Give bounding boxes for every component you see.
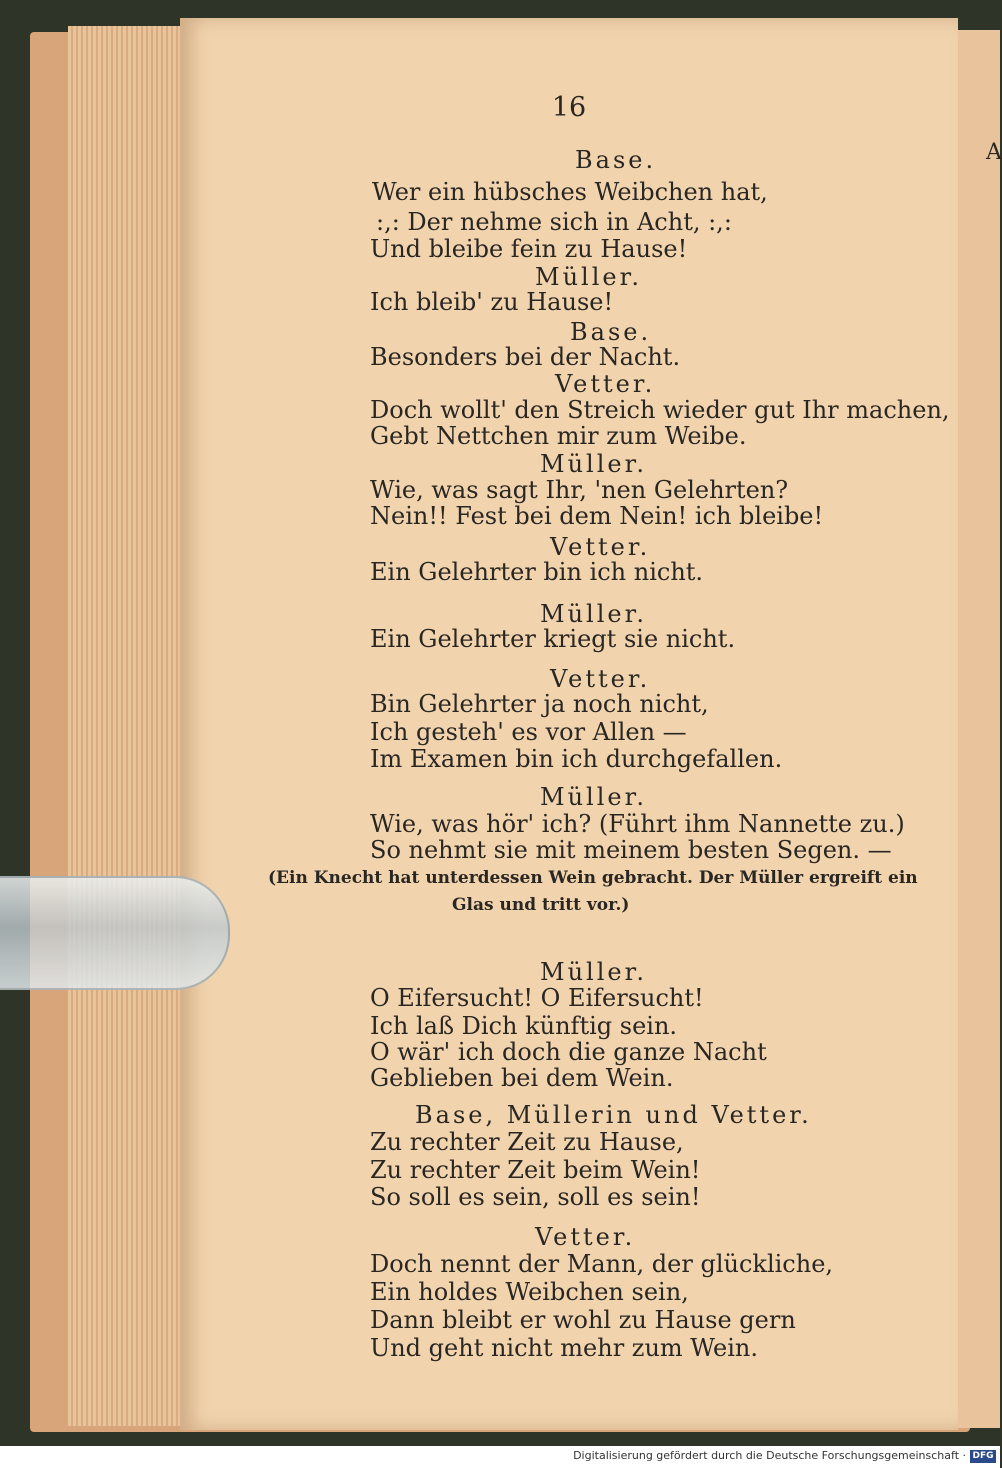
verse-line: Im Examen bin ich durchgefallen. xyxy=(370,745,783,773)
verse-line: Geblieben bei dem Wein. xyxy=(370,1064,674,1092)
verse-line: So nehmt sie mit meinem besten Segen. — xyxy=(370,836,892,864)
speaker-name: Vetter. xyxy=(555,370,656,398)
verse-line: Ich bleib' zu Hause! xyxy=(370,288,614,316)
speaker-name: Vetter. xyxy=(550,533,651,561)
dfg-logo: DFG xyxy=(970,1450,996,1463)
speaker-name: Müller. xyxy=(540,783,648,811)
verse-line: Nein!! Fest bei dem Nein! ich bleibe! xyxy=(370,502,824,530)
verse-line: Zu rechter Zeit zu Hause, xyxy=(370,1128,684,1156)
speaker-name: Müller. xyxy=(540,600,648,628)
verse-line: Und geht nicht mehr zum Wein. xyxy=(370,1334,758,1362)
verse-line: Und bleibe fein zu Hause! xyxy=(370,235,688,263)
verse-line: Gebt Nettchen mir zum Weibe. xyxy=(370,422,747,450)
speaker-name: Base. xyxy=(575,146,657,174)
bookmark-clip xyxy=(0,876,230,990)
page-number: 16 xyxy=(551,92,587,123)
speaker-name: Base, Müllerin und Vetter. xyxy=(415,1101,812,1129)
verse-line: O Eifersucht! O Eifersucht! xyxy=(370,984,704,1012)
verse-line: Doch wollt' den Streich wieder gut Ihr machen, xyxy=(370,396,950,424)
verse-line: Ich gesteh' es vor Allen — xyxy=(370,718,687,746)
speaker-name: Base. xyxy=(570,318,652,346)
stage-direction: Glas und tritt vor.) xyxy=(452,895,630,915)
verse-line: Doch nennt der Mann, der glückliche, xyxy=(370,1250,834,1278)
facing-page-letter: A xyxy=(986,140,1002,165)
verse-line: :,: Der nehme sich in Acht, :,: xyxy=(376,208,732,236)
page-edges xyxy=(68,26,188,1426)
speaker-name: Vetter. xyxy=(535,1223,636,1251)
verse-line: Besonders bei der Nacht. xyxy=(370,343,681,371)
footer-credit: Digitalisierung gefördert durch die Deutsche Forschungsgemeinschaft · xyxy=(573,1449,966,1462)
book-page xyxy=(180,18,958,1430)
footer-bar xyxy=(0,1446,1000,1468)
speaker-name: Müller. xyxy=(535,263,643,291)
verse-line: Zu rechter Zeit beim Wein! xyxy=(370,1156,701,1184)
verse-line: Ich laß Dich künftig sein. xyxy=(370,1012,678,1040)
speaker-name: Müller. xyxy=(540,958,648,986)
verse-line: Ein Gelehrter bin ich nicht. xyxy=(370,558,704,586)
speaker-name: Müller. xyxy=(540,450,648,478)
verse-line: O wär' ich doch die ganze Nacht xyxy=(370,1038,767,1066)
verse-line: Ein Gelehrter kriegt sie nicht. xyxy=(370,625,736,653)
speaker-name: Vetter. xyxy=(550,665,651,693)
facing-page xyxy=(955,30,1000,1428)
stage-direction: (Ein Knecht hat unterdessen Wein gebracht. Der Müller ergreift ein xyxy=(268,868,918,888)
verse-line: Wie, was sagt Ihr, 'nen Gelehrten? xyxy=(370,476,789,504)
verse-line: Wer ein hübsches Weibchen hat, xyxy=(372,178,768,206)
verse-line: Ein holdes Weibchen sein, xyxy=(370,1278,689,1306)
verse-line: Wie, was hör' ich? (Führt ihm Nannette zu.) xyxy=(370,810,905,838)
verse-line: Bin Gelehrter ja noch nicht, xyxy=(370,690,709,718)
verse-line: Dann bleibt er wohl zu Hause gern xyxy=(370,1306,796,1334)
verse-line: So soll es sein, soll es sein! xyxy=(370,1183,701,1211)
